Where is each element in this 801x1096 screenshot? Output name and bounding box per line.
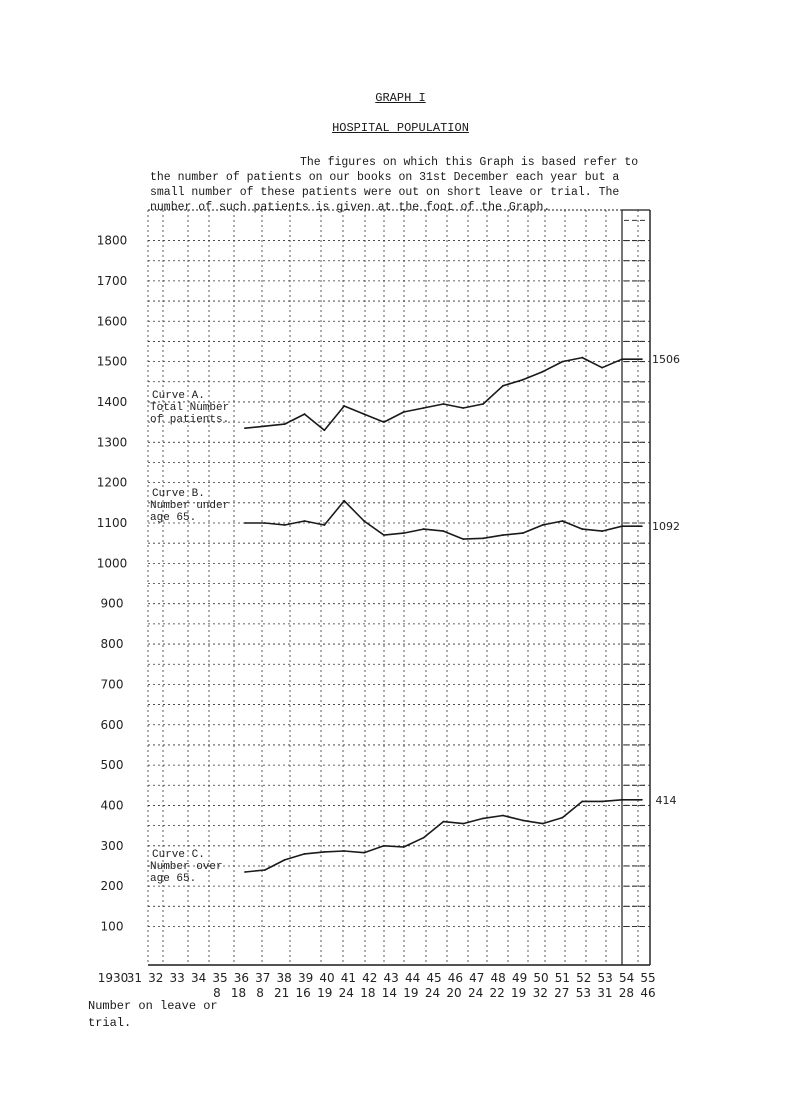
series-point <box>601 530 603 532</box>
y-tick-label: 400 <box>100 798 124 813</box>
leave-value: 19 <box>511 986 527 1000</box>
y-tick-label: 1000 <box>96 556 128 571</box>
x-tick-label: 47 <box>469 971 485 985</box>
leave-or-trial-label: Number on leave or trial. <box>88 999 218 1030</box>
series-point <box>482 817 484 819</box>
page-title: HOSPITAL POPULATION <box>332 121 469 135</box>
x-tick-label: 49 <box>511 971 528 985</box>
series-point <box>601 367 603 369</box>
leave-value: 8 <box>213 986 221 1000</box>
leave-value: 32 <box>532 986 548 1000</box>
series-point <box>621 358 623 360</box>
series-point <box>581 357 583 359</box>
curve-label-line: age 65. <box>150 873 197 885</box>
y-axis-ticks <box>97 234 128 934</box>
y-tick-label: 100 <box>100 919 124 934</box>
series-point <box>403 846 405 848</box>
series-point <box>522 819 524 821</box>
curve-label-line: Curve B. <box>152 488 205 500</box>
x-tick-label: 46 <box>447 971 464 985</box>
x-tick-label: 51 <box>554 971 571 985</box>
leave-value: 24 <box>467 986 484 1000</box>
leave-value: 18 <box>230 986 247 1000</box>
leave-value: 28 <box>618 986 635 1000</box>
x-tick-label: 48 <box>490 971 506 985</box>
series-point <box>363 520 365 522</box>
series-point <box>244 871 246 873</box>
leave-value: 19 <box>317 986 333 1000</box>
series-point <box>621 799 623 801</box>
series-point <box>363 852 365 854</box>
series-point <box>284 524 286 526</box>
series-point <box>522 532 524 534</box>
y-tick-label: 1300 <box>96 435 128 450</box>
leave-value: 16 <box>295 986 311 1000</box>
series-point <box>244 427 246 429</box>
series-point <box>284 859 286 861</box>
series-line-a <box>245 358 642 431</box>
x-tick-label: 33 <box>169 971 185 985</box>
x-tick-label: 37 <box>255 971 271 985</box>
series-point <box>462 407 464 409</box>
series-point <box>443 821 445 823</box>
series-point <box>383 845 385 847</box>
series-point <box>581 801 583 803</box>
x-tick-label: 52 <box>576 971 592 985</box>
leave-value: 19 <box>403 986 419 1000</box>
graph-label: GRAPH I <box>375 91 426 105</box>
y-tick-label: 1200 <box>96 475 128 490</box>
series-point <box>562 817 564 819</box>
series-point <box>423 407 425 409</box>
leave-value: 46 <box>640 986 656 1000</box>
series-point <box>502 534 504 536</box>
x-tick-label: 1930 <box>97 971 129 985</box>
curve-label-line: Total Number <box>150 402 230 414</box>
y-tick-label: 800 <box>100 637 124 652</box>
series-lines <box>244 357 643 873</box>
y-tick-label: 500 <box>100 758 124 773</box>
x-tick-label: 43 <box>383 971 399 985</box>
chart-frame <box>148 210 650 965</box>
y-tick-label: 900 <box>100 596 124 611</box>
series-point <box>641 358 643 360</box>
end-value-label: 1092 <box>652 520 680 534</box>
y-tick-label: 1800 <box>96 233 128 248</box>
series-point <box>343 500 345 502</box>
chart-grid <box>148 210 650 965</box>
end-value-labels <box>652 353 680 807</box>
series-point <box>343 850 345 852</box>
curve-label-line: age 65. <box>150 512 197 524</box>
series-point <box>383 421 385 423</box>
x-tick-label: 42 <box>362 971 378 985</box>
series-point <box>542 823 544 825</box>
leave-value: 18 <box>360 986 376 1000</box>
series-point <box>542 371 544 373</box>
series-point <box>323 851 325 853</box>
series-point <box>443 530 445 532</box>
series-point <box>482 403 484 405</box>
series-point <box>542 524 544 526</box>
x-tick-label: 36 <box>233 971 250 985</box>
series-point <box>581 528 583 530</box>
x-tick-label: 41 <box>340 971 357 985</box>
series-point <box>323 524 325 526</box>
curve-label-line: Number over <box>150 861 223 873</box>
y-tick-label: 1500 <box>96 354 128 369</box>
series-point <box>343 405 345 407</box>
y-tick-label: 300 <box>100 838 124 853</box>
leave-values <box>213 986 655 1000</box>
series-point <box>423 528 425 530</box>
series-point <box>383 534 385 536</box>
x-tick-label: 53 <box>597 971 613 985</box>
x-tick-label: 35 <box>212 971 228 985</box>
leave-value: 24 <box>424 986 441 1000</box>
x-tick-label: 55 <box>640 971 656 985</box>
x-tick-label: 45 <box>426 971 442 985</box>
intro-note: The figures on which this Graph is based refer to the number of patients on our books on 31st December each year but a small number of these patients were out on short leave or trial. The number of such patients is given at the foot of the Graph. <box>150 156 639 214</box>
curve-label-line: Curve A. <box>152 390 205 402</box>
series-point <box>443 403 445 405</box>
series-point <box>264 522 266 524</box>
x-tick-label: 54 <box>618 971 635 985</box>
series-point <box>462 538 464 540</box>
series-point <box>363 413 365 415</box>
x-tick-label: 50 <box>533 971 549 985</box>
series-point <box>264 869 266 871</box>
leave-value: 31 <box>597 986 613 1000</box>
x-tick-label: 38 <box>276 971 292 985</box>
series-point <box>304 853 306 855</box>
x-tick-label: 44 <box>404 971 421 985</box>
series-point <box>641 799 643 801</box>
series-point <box>403 532 405 534</box>
end-value-label: 1506 <box>652 353 680 367</box>
series-point <box>304 520 306 522</box>
series-point <box>423 837 425 839</box>
leave-value: 27 <box>554 986 570 1000</box>
curve-label-line: of patients. <box>150 414 230 426</box>
series-point <box>641 525 643 527</box>
leave-value: 20 <box>446 986 462 1000</box>
leave-value: 21 <box>274 986 290 1000</box>
x-tick-label: 31 <box>126 971 143 985</box>
x-tick-label: 39 <box>297 971 314 985</box>
end-value-label: 414 <box>655 793 677 807</box>
y-tick-label: 1100 <box>96 516 128 530</box>
leave-value: 8 <box>256 986 264 1000</box>
series-point <box>562 361 564 363</box>
curve-label-line: Number under <box>150 500 230 512</box>
y-tick-label: 600 <box>100 717 124 732</box>
curve-label-line: Curve C. <box>152 849 205 861</box>
series-point <box>502 385 504 387</box>
series-point <box>562 520 564 522</box>
series-point <box>601 801 603 803</box>
x-tick-label: 34 <box>190 971 207 985</box>
leave-value: 14 <box>381 986 398 1000</box>
leave-value: 53 <box>575 986 591 1000</box>
series-point <box>403 411 405 413</box>
series-point <box>502 815 504 817</box>
series-point <box>482 537 484 539</box>
y-tick-label: 1700 <box>96 273 128 288</box>
series-line-b <box>245 501 642 539</box>
series-point <box>522 379 524 381</box>
y-tick-label: 1400 <box>96 394 128 409</box>
series-line-c <box>245 800 642 872</box>
series-point <box>462 823 464 825</box>
x-tick-label: 40 <box>319 971 335 985</box>
x-tick-label: 32 <box>148 971 164 985</box>
x-axis-ticks <box>98 971 656 985</box>
series-point <box>323 429 325 431</box>
series-point <box>621 525 623 527</box>
curve-labels <box>150 390 229 885</box>
series-point <box>264 425 266 427</box>
series-point <box>244 522 246 524</box>
leave-value: 22 <box>489 986 505 1000</box>
series-point <box>284 423 286 425</box>
leave-value: 24 <box>338 986 354 1000</box>
series-point <box>304 413 306 415</box>
y-tick-label: 200 <box>100 879 124 894</box>
y-tick-label: 1600 <box>96 314 128 329</box>
y-tick-label: 700 <box>100 677 124 692</box>
